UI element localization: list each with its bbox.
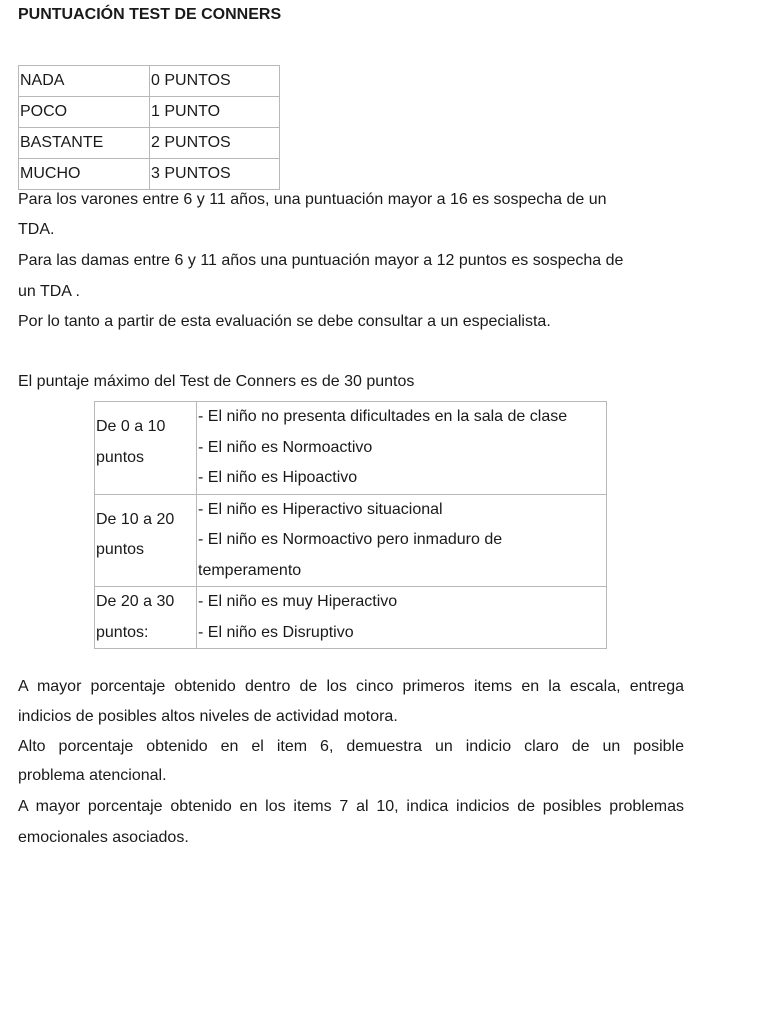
level-description: [197, 494, 607, 587]
score-level: POCO: [19, 97, 150, 128]
level-item: - El niño no presenta dificultades en la sala de clase: [198, 408, 568, 425]
interpretation-emotional-line-1: A mayor porcentaje obtenido en los items 7 al 10, indica indicios de posibles problemas: [18, 798, 684, 815]
table-row: [19, 97, 280, 128]
score-points: 1 PUNTO: [150, 97, 280, 128]
level-range-line: De 10 a 20: [96, 510, 175, 528]
score-level: BASTANTE: [19, 128, 150, 159]
score-level: MUCHO: [19, 159, 150, 190]
level-item: - El niño es Hiperactivo situacional: [198, 500, 443, 518]
interpretation-motor-line-2: indicios de posibles altos niveles de actividad motora.: [18, 708, 398, 725]
level-range: [95, 494, 197, 587]
paragraph-consult: Por lo tanto a partir de esta evaluación se debe consultar a un especialista.: [18, 313, 551, 330]
level-range-line: De 0 a 10: [96, 418, 166, 435]
level-range: [95, 402, 197, 495]
table-row: [95, 587, 607, 649]
table-row: [19, 128, 280, 159]
level-item: - El niño es Normoactivo: [198, 438, 373, 456]
interpretation-attention-line-1: Alto porcentaje obtenido en el item 6, demuestra un indicio claro de un posible: [18, 738, 684, 755]
paragraph-boys-line-1: Para los varones entre 6 y 11 años, una puntuación mayor a 16 es sospecha de un: [18, 191, 607, 208]
max-score-text: El puntaje máximo del Test de Conners es de 30 puntos: [18, 373, 415, 390]
table-row: [95, 402, 607, 495]
paragraph-boys-line-2: TDA.: [18, 221, 55, 238]
level-range-line: puntos:: [96, 623, 149, 641]
paragraph-girls-line-2: un TDA .: [18, 283, 80, 300]
level-range-line: De 20 a 30: [96, 593, 175, 610]
score-points: 3 PUNTOS: [150, 159, 280, 190]
table-row: [95, 494, 607, 587]
level-item: temperamento: [198, 561, 302, 579]
interpretation-motor-line-1: A mayor porcentaje obtenido dentro de los cinco primeros items en la escala, entrega: [18, 678, 684, 695]
score-level: NADA: [19, 66, 150, 97]
interpretation-attention-line-2: problema atencional.: [18, 767, 167, 784]
level-range-line: puntos: [96, 448, 145, 466]
paragraph-girls-line-1: Para las damas entre 6 y 11 años una puntuación mayor a 12 puntos es sospecha de: [18, 252, 624, 269]
level-range: [95, 587, 197, 649]
level-item: - El niño es Hipoactivo: [198, 469, 358, 486]
level-description: [197, 402, 607, 495]
level-description: [197, 587, 607, 649]
table-row: [19, 66, 280, 97]
level-item: - El niño es Disruptivo: [198, 623, 354, 641]
score-points: 0 PUNTOS: [150, 66, 280, 97]
level-item: - El niño es Normoactivo pero inmaduro de: [198, 531, 503, 548]
score-points: 2 PUNTOS: [150, 128, 280, 159]
document-title: PUNTUACIÓN TEST DE CONNERS: [18, 6, 282, 23]
interpretation-emotional-line-2: emocionales asociados.: [18, 829, 189, 846]
level-item: - El niño es muy Hiperactivo: [198, 593, 398, 610]
levels-table: [94, 401, 607, 649]
score-table: [18, 65, 280, 190]
level-range-line: puntos: [96, 541, 145, 558]
